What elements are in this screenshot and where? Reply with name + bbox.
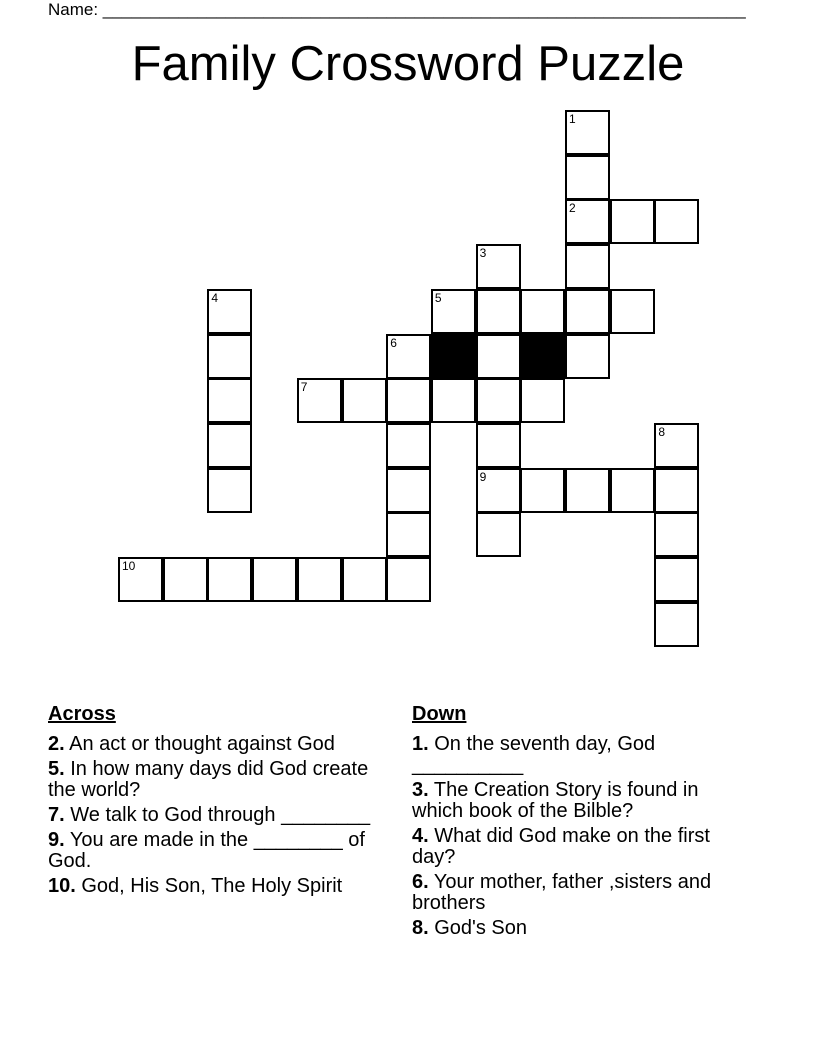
across-clue-list xyxy=(48,734,393,897)
clue xyxy=(48,805,393,826)
answer-cell[interactable] xyxy=(342,557,387,602)
clue-number: 9 xyxy=(479,469,487,484)
answer-cell[interactable] xyxy=(476,512,521,557)
clue-number: 1 xyxy=(569,112,576,126)
answer-cell[interactable] xyxy=(565,289,610,334)
answer-cell[interactable] xyxy=(207,378,252,423)
clue-number: 10 xyxy=(122,559,136,573)
clue xyxy=(48,876,393,897)
clue-text: You are made in the ________ of God. xyxy=(48,829,365,872)
black-square xyxy=(520,334,565,379)
clue xyxy=(412,826,742,868)
answer-cell[interactable] xyxy=(610,199,655,244)
answer-cell[interactable] xyxy=(431,289,476,334)
answer-cell[interactable] xyxy=(386,423,431,468)
answer-cell[interactable] xyxy=(565,334,610,379)
clue-text: Your mother, father ,sisters and brothers xyxy=(412,871,712,914)
answer-cell[interactable] xyxy=(207,557,252,602)
answer-cell[interactable] xyxy=(654,423,699,468)
answer-cell[interactable] xyxy=(386,557,431,602)
answer-cell[interactable] xyxy=(565,155,610,200)
answer-cell[interactable] xyxy=(118,557,163,602)
clue-number: 7 xyxy=(300,380,308,395)
clue xyxy=(412,780,742,822)
clue-number: 3. xyxy=(412,779,429,801)
clue-number: 4. xyxy=(412,825,429,847)
clue-number: 5. xyxy=(48,758,65,780)
answer-cell[interactable] xyxy=(520,378,565,423)
answer-cell[interactable] xyxy=(163,557,208,602)
answer-cell[interactable] xyxy=(207,289,252,334)
answer-cell[interactable] xyxy=(654,512,699,557)
answer-cell[interactable] xyxy=(654,602,699,647)
answer-cell[interactable] xyxy=(207,334,252,379)
answer-cell[interactable] xyxy=(342,378,387,423)
clue-text: We talk to God through ________ xyxy=(70,804,371,826)
clue-text: An act or thought against God xyxy=(69,733,335,755)
answer-cell[interactable] xyxy=(476,423,521,468)
answer-cell[interactable] xyxy=(207,468,252,513)
answer-cell[interactable] xyxy=(386,468,431,513)
answer-cell[interactable] xyxy=(297,557,342,602)
clue-number: 4 xyxy=(211,290,219,305)
clue-number: 8 xyxy=(658,424,666,439)
answer-cell[interactable] xyxy=(565,110,610,155)
clue-number: 1. xyxy=(412,733,429,755)
clue-text: God's Son xyxy=(434,917,528,939)
answer-cell[interactable] xyxy=(476,334,521,379)
answer-cell[interactable] xyxy=(431,378,476,423)
answer-cell[interactable] xyxy=(476,289,521,334)
answer-cell[interactable] xyxy=(654,557,699,602)
answer-cell[interactable] xyxy=(386,334,431,379)
answer-cell[interactable] xyxy=(520,289,565,334)
clue xyxy=(48,830,393,872)
answer-cell[interactable] xyxy=(476,378,521,423)
across-heading: Across xyxy=(48,703,116,725)
clue-number: 2 xyxy=(569,201,576,216)
answer-cell[interactable] xyxy=(565,199,610,244)
clue xyxy=(412,918,742,939)
across-clues xyxy=(48,702,393,901)
down-heading: Down xyxy=(412,703,467,725)
clue-number: 6 xyxy=(390,335,397,350)
clue-text: On the seventh day, God __________ xyxy=(412,733,656,776)
answer-cell[interactable] xyxy=(654,468,699,513)
answer-cell[interactable] xyxy=(565,468,610,513)
name-field-label: Name: ____________________________________________________________________ xyxy=(48,0,746,19)
clue-number: 3 xyxy=(479,246,487,261)
clue xyxy=(48,734,393,755)
page-title: Family Crossword Puzzle xyxy=(131,37,685,91)
answer-cell[interactable] xyxy=(654,199,699,244)
clue-number: 7. xyxy=(48,804,65,826)
answer-cell[interactable] xyxy=(520,468,565,513)
clue-text: God, His Son, The Holy Spirit xyxy=(81,875,343,897)
answer-cell[interactable] xyxy=(476,244,521,289)
answer-cell[interactable] xyxy=(610,468,655,513)
answer-cell[interactable] xyxy=(252,557,297,602)
answer-cell[interactable] xyxy=(386,378,431,423)
black-square xyxy=(431,334,476,379)
answer-cell[interactable] xyxy=(386,512,431,557)
clue xyxy=(412,734,742,776)
clue-text: What did God make on the first day? xyxy=(412,825,710,868)
down-clues xyxy=(412,702,742,943)
clue xyxy=(48,759,393,801)
clue-number: 8. xyxy=(412,917,429,939)
clue-number: 2. xyxy=(48,733,65,755)
clue-number: 9. xyxy=(48,829,65,851)
clue-text: In how many days did God create the world? xyxy=(48,758,369,801)
down-clue-list xyxy=(412,734,742,939)
clue-text: The Creation Story is found in which book of the Bilble? xyxy=(412,779,699,822)
clue xyxy=(412,872,742,914)
answer-cell[interactable] xyxy=(610,289,655,334)
answer-cell[interactable] xyxy=(565,244,610,289)
clue-number: 5 xyxy=(434,290,442,305)
clue-number: 6. xyxy=(412,871,429,893)
answer-cell[interactable] xyxy=(476,468,521,513)
answer-cell[interactable] xyxy=(207,423,252,468)
clue-number: 10. xyxy=(48,875,76,897)
answer-cell[interactable] xyxy=(297,378,342,423)
